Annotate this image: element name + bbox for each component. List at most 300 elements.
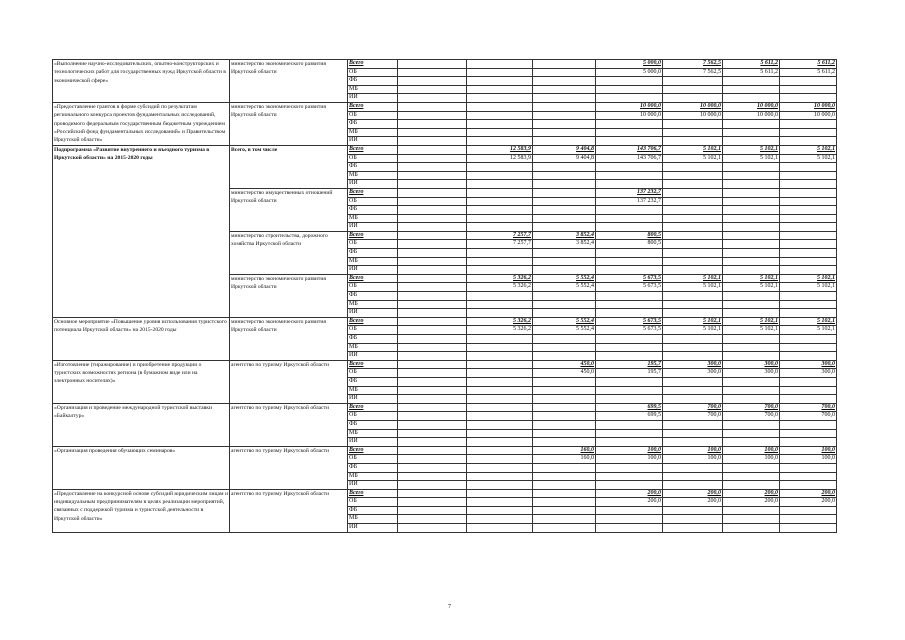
table-row-total <box>53 403 837 412</box>
amount-cell: 5 611,2 <box>723 60 780 69</box>
amount-cell <box>398 395 467 404</box>
amount-cell <box>723 335 780 344</box>
amount-cell: 300,0 <box>723 369 780 378</box>
amount-cell <box>780 77 837 86</box>
amount-cell <box>663 85 723 94</box>
amount-cell <box>663 524 723 533</box>
amount-cell: 450,0 <box>533 369 596 378</box>
amount-cell <box>533 77 596 86</box>
funding-source-cell: ФБ <box>348 249 398 258</box>
amount-cell <box>723 249 780 258</box>
funding-source-cell: МБ <box>348 128 398 137</box>
amount-cell: 300,0 <box>780 360 837 369</box>
amount-cell <box>467 300 533 309</box>
responsible-cell: министерство имущественных отношений Иркутской области <box>230 188 348 231</box>
amount-cell <box>663 180 723 189</box>
amount-cell <box>663 163 723 172</box>
funding-source-cell: ИИ <box>348 137 398 146</box>
amount-cell <box>467 352 533 361</box>
amount-cell <box>663 335 723 344</box>
activity-name-cell: «Организация и проведение международной туристской выставки «Байкалтур» <box>53 403 230 446</box>
amount-cell: 5 673,5 <box>596 283 663 292</box>
amount-cell: 800,5 <box>596 240 663 249</box>
amount-cell <box>398 188 467 197</box>
amount-cell <box>398 506 467 515</box>
amount-cell <box>780 223 837 232</box>
amount-cell <box>596 94 663 103</box>
amount-cell <box>467 420 533 429</box>
amount-cell <box>533 524 596 533</box>
amount-cell <box>596 171 663 180</box>
amount-cell <box>723 266 780 275</box>
amount-cell: 100,0 <box>780 455 837 464</box>
amount-cell <box>780 352 837 361</box>
amount-cell <box>780 120 837 129</box>
amount-cell <box>467 481 533 490</box>
responsible-cell: министерство строительства, дорожного хозяйства Иркутской области <box>230 231 348 274</box>
amount-cell <box>663 309 723 318</box>
amount-cell <box>398 326 467 335</box>
amount-cell <box>780 335 837 344</box>
amount-cell <box>780 377 837 386</box>
amount-cell <box>663 120 723 129</box>
amount-cell <box>533 498 596 507</box>
funding-source-cell: ОБ <box>348 154 398 163</box>
amount-cell <box>398 515 467 524</box>
amount-cell <box>663 506 723 515</box>
amount-cell <box>398 455 467 464</box>
amount-cell <box>398 128 467 137</box>
amount-cell <box>533 515 596 524</box>
amount-cell <box>467 472 533 481</box>
amount-cell: 5 102,1 <box>663 317 723 326</box>
amount-cell <box>780 506 837 515</box>
amount-cell <box>723 352 780 361</box>
amount-cell <box>533 111 596 120</box>
amount-cell <box>398 197 467 206</box>
amount-cell: 300,0 <box>780 369 837 378</box>
amount-cell: 200,0 <box>723 489 780 498</box>
amount-cell: 5 611,2 <box>780 60 837 69</box>
amount-cell <box>533 472 596 481</box>
amount-cell: 100,0 <box>663 455 723 464</box>
amount-cell: 100,0 <box>780 446 837 455</box>
amount-cell: 10 000,0 <box>596 102 663 111</box>
amount-cell <box>663 137 723 146</box>
amount-cell <box>398 94 467 103</box>
amount-cell <box>398 274 467 283</box>
amount-cell <box>533 300 596 309</box>
amount-cell <box>398 68 467 77</box>
funding-source-cell: МБ <box>348 214 398 223</box>
amount-cell <box>723 309 780 318</box>
funding-source-cell: ИИ <box>348 309 398 318</box>
amount-cell <box>596 472 663 481</box>
amount-cell <box>780 128 837 137</box>
amount-cell <box>533 420 596 429</box>
amount-cell <box>780 472 837 481</box>
amount-cell <box>723 197 780 206</box>
amount-cell: 5 000,0 <box>596 68 663 77</box>
amount-cell <box>723 420 780 429</box>
amount-cell <box>467 60 533 69</box>
funding-source-cell: МБ <box>348 300 398 309</box>
amount-cell <box>533 463 596 472</box>
amount-cell: 200,0 <box>723 498 780 507</box>
amount-cell <box>398 463 467 472</box>
amount-cell <box>596 85 663 94</box>
amount-cell <box>780 240 837 249</box>
amount-cell <box>533 180 596 189</box>
amount-cell <box>398 249 467 258</box>
amount-cell <box>663 223 723 232</box>
amount-cell <box>780 438 837 447</box>
amount-cell <box>596 438 663 447</box>
amount-cell <box>596 180 663 189</box>
amount-cell <box>780 197 837 206</box>
amount-cell: 700,0 <box>780 412 837 421</box>
amount-cell <box>723 472 780 481</box>
amount-cell: 5 102,1 <box>780 317 837 326</box>
amount-cell <box>723 377 780 386</box>
amount-cell <box>596 463 663 472</box>
amount-cell <box>467 429 533 438</box>
amount-cell <box>663 94 723 103</box>
amount-cell <box>398 77 467 86</box>
amount-cell: 300,0 <box>663 369 723 378</box>
funding-source-cell: ИИ <box>348 524 398 533</box>
amount-cell <box>780 180 837 189</box>
amount-cell <box>398 111 467 120</box>
amount-cell: 5 102,1 <box>663 145 723 154</box>
amount-cell <box>533 188 596 197</box>
amount-cell <box>533 403 596 412</box>
amount-cell: 100,0 <box>723 446 780 455</box>
amount-cell <box>398 524 467 533</box>
amount-cell: 5 102,1 <box>663 283 723 292</box>
amount-cell <box>467 377 533 386</box>
amount-cell <box>467 395 533 404</box>
amount-cell: 7 562,5 <box>663 68 723 77</box>
amount-cell <box>533 137 596 146</box>
amount-cell <box>398 180 467 189</box>
amount-cell <box>723 171 780 180</box>
funding-source-cell: ИИ <box>348 223 398 232</box>
amount-cell <box>398 120 467 129</box>
amount-cell <box>596 128 663 137</box>
responsible-cell: агентство по туризму Иркутской области <box>230 360 348 403</box>
amount-cell <box>780 309 837 318</box>
amount-cell <box>596 249 663 258</box>
amount-cell: 5 552,4 <box>533 283 596 292</box>
table-row-total <box>53 102 837 111</box>
amount-cell <box>780 343 837 352</box>
funding-source-cell: Всего <box>348 403 398 412</box>
activity-name-cell: «Предоставление на конкурсной основе субсидий юридическим лицам и индивидуальным предпринимателям в целях реализации мероприятий, связанных с поддержкой туризма и туристской деятельности в Иркутской области» <box>53 489 230 532</box>
amount-cell <box>780 163 837 172</box>
amount-cell <box>398 223 467 232</box>
amount-cell <box>723 128 780 137</box>
funding-source-cell: ИИ <box>348 481 398 490</box>
amount-cell <box>398 137 467 146</box>
amount-cell <box>780 395 837 404</box>
amount-cell <box>398 206 467 215</box>
amount-cell <box>596 292 663 301</box>
funding-source-cell: ФБ <box>348 163 398 172</box>
amount-cell <box>663 515 723 524</box>
amount-cell <box>723 231 780 240</box>
amount-cell: 5 673,5 <box>596 326 663 335</box>
amount-cell: 3 852,4 <box>533 240 596 249</box>
amount-cell <box>780 463 837 472</box>
amount-cell <box>398 171 467 180</box>
activity-name-cell: «Организация проведения обучающих семинаров» <box>53 446 230 489</box>
funding-source-cell: ИИ <box>348 180 398 189</box>
funding-source-cell: Всего <box>348 102 398 111</box>
amount-cell: 10 000,0 <box>663 102 723 111</box>
responsible-cell: министерство экономического развития Иркутской области <box>230 274 348 317</box>
amount-cell: 200,0 <box>596 489 663 498</box>
amount-cell <box>398 472 467 481</box>
amount-cell <box>723 120 780 129</box>
amount-cell <box>398 300 467 309</box>
amount-cell <box>723 77 780 86</box>
amount-cell <box>467 412 533 421</box>
amount-cell <box>780 85 837 94</box>
amount-cell <box>663 438 723 447</box>
amount-cell <box>533 197 596 206</box>
amount-cell: 9 404,8 <box>533 154 596 163</box>
amount-cell <box>533 395 596 404</box>
amount-cell: 5 326,2 <box>467 326 533 335</box>
amount-cell <box>723 94 780 103</box>
funding-source-cell: Всего <box>348 360 398 369</box>
table-row-total <box>53 360 837 369</box>
funding-source-cell: ИИ <box>348 438 398 447</box>
funding-source-cell: Всего <box>348 446 398 455</box>
amount-cell <box>398 60 467 69</box>
amount-cell <box>663 420 723 429</box>
amount-cell: 450,0 <box>533 360 596 369</box>
amount-cell: 10 000,0 <box>780 102 837 111</box>
amount-cell <box>723 180 780 189</box>
amount-cell <box>533 60 596 69</box>
amount-cell <box>467 455 533 464</box>
amount-cell <box>467 506 533 515</box>
amount-cell: 5 102,1 <box>663 274 723 283</box>
amount-cell: 7 562,5 <box>663 60 723 69</box>
amount-cell <box>533 292 596 301</box>
activity-name-cell: Основное мероприятие «Повышение уровня использования туристского потенциала Иркутской области» на 2015-2020 годы <box>53 317 230 360</box>
amount-cell <box>596 377 663 386</box>
amount-cell <box>467 386 533 395</box>
amount-cell <box>467 197 533 206</box>
amount-cell <box>780 420 837 429</box>
funding-source-cell: ОБ <box>348 283 398 292</box>
amount-cell <box>723 188 780 197</box>
amount-cell <box>398 309 467 318</box>
amount-cell <box>398 420 467 429</box>
amount-cell <box>533 386 596 395</box>
table-row-total <box>53 145 837 154</box>
amount-cell <box>398 429 467 438</box>
amount-cell <box>723 292 780 301</box>
amount-cell <box>533 412 596 421</box>
amount-cell: 137 232,7 <box>596 197 663 206</box>
amount-cell <box>723 395 780 404</box>
funding-source-cell: ФБ <box>348 377 398 386</box>
amount-cell <box>398 266 467 275</box>
amount-cell: 700,0 <box>663 412 723 421</box>
amount-cell <box>467 257 533 266</box>
amount-cell: 699,5 <box>596 403 663 412</box>
funding-source-cell: МБ <box>348 85 398 94</box>
amount-cell <box>780 249 837 258</box>
amount-cell <box>596 429 663 438</box>
amount-cell: 5 326,2 <box>467 317 533 326</box>
page-number: 7 <box>448 604 451 610</box>
funding-source-cell: МБ <box>348 515 398 524</box>
amount-cell <box>467 102 533 111</box>
amount-cell <box>398 231 467 240</box>
amount-cell <box>467 223 533 232</box>
funding-source-cell: МБ <box>348 171 398 180</box>
funding-source-cell: ОБ <box>348 455 398 464</box>
amount-cell <box>533 163 596 172</box>
amount-cell <box>398 360 467 369</box>
amount-cell <box>723 240 780 249</box>
activity-name-cell: «Выполнение научно-исследовательских, опытно-конструкторских и технологических работ для государственных нужд Иркутской области в экономической сфере» <box>53 60 230 103</box>
amount-cell <box>663 429 723 438</box>
amount-cell <box>467 68 533 77</box>
amount-cell: 10 000,0 <box>723 111 780 120</box>
amount-cell <box>533 309 596 318</box>
responsible-cell: Всего, в том числе <box>230 145 348 188</box>
responsible-cell: министерство экономического развития Иркутской области <box>230 317 348 360</box>
amount-cell <box>533 481 596 490</box>
amount-cell <box>780 206 837 215</box>
amount-cell: 3 852,4 <box>533 231 596 240</box>
amount-cell <box>596 515 663 524</box>
amount-cell <box>596 163 663 172</box>
amount-cell <box>780 257 837 266</box>
amount-cell: 200,0 <box>663 498 723 507</box>
table-row-total <box>53 446 837 455</box>
amount-cell: 700,0 <box>780 403 837 412</box>
amount-cell <box>467 360 533 369</box>
amount-cell: 7 257,7 <box>467 231 533 240</box>
amount-cell <box>533 102 596 111</box>
amount-cell <box>398 403 467 412</box>
amount-cell: 5 673,5 <box>596 317 663 326</box>
amount-cell <box>596 386 663 395</box>
amount-cell <box>467 335 533 344</box>
responsible-cell: агентство по туризму Иркутской области <box>230 489 348 532</box>
amount-cell <box>596 343 663 352</box>
amount-cell <box>467 120 533 129</box>
amount-cell <box>596 506 663 515</box>
amount-cell <box>780 266 837 275</box>
amount-cell <box>780 231 837 240</box>
amount-cell <box>398 283 467 292</box>
amount-cell <box>533 266 596 275</box>
amount-cell <box>780 481 837 490</box>
amount-cell <box>596 223 663 232</box>
amount-cell <box>533 120 596 129</box>
amount-cell: 5 102,1 <box>780 326 837 335</box>
amount-cell <box>596 335 663 344</box>
amount-cell <box>467 438 533 447</box>
amount-cell <box>663 352 723 361</box>
amount-cell <box>663 240 723 249</box>
table-row-total <box>53 489 837 498</box>
amount-cell <box>533 343 596 352</box>
amount-cell: 100,0 <box>723 455 780 464</box>
amount-cell: 200,0 <box>780 489 837 498</box>
amount-cell <box>533 223 596 232</box>
amount-cell <box>663 300 723 309</box>
amount-cell: 100,0 <box>596 455 663 464</box>
amount-cell <box>723 300 780 309</box>
amount-cell <box>533 249 596 258</box>
amount-cell <box>398 446 467 455</box>
activity-name-cell: Подпрограмма «Развитие внутреннего и въездного туризма в Иркутской области» на 2015-2020 годы <box>53 145 230 317</box>
funding-source-cell: ИИ <box>348 266 398 275</box>
amount-cell <box>596 206 663 215</box>
amount-cell <box>467 163 533 172</box>
funding-source-cell: Всего <box>348 60 398 69</box>
amount-cell: 700,0 <box>723 403 780 412</box>
amount-cell: 5 102,1 <box>780 145 837 154</box>
amount-cell <box>467 137 533 146</box>
amount-cell: 12 583,9 <box>467 154 533 163</box>
amount-cell <box>723 163 780 172</box>
amount-cell <box>723 214 780 223</box>
amount-cell: 160,0 <box>533 455 596 464</box>
amount-cell <box>533 206 596 215</box>
amount-cell: 300,0 <box>723 360 780 369</box>
amount-cell <box>467 77 533 86</box>
amount-cell <box>663 463 723 472</box>
amount-cell <box>780 429 837 438</box>
funding-source-cell: ОБ <box>348 412 398 421</box>
amount-cell <box>596 214 663 223</box>
amount-cell: 195,7 <box>596 369 663 378</box>
amount-cell <box>398 438 467 447</box>
amount-cell <box>467 94 533 103</box>
amount-cell <box>723 206 780 215</box>
amount-cell: 200,0 <box>596 498 663 507</box>
amount-cell <box>663 231 723 240</box>
amount-cell: 5 552,4 <box>533 326 596 335</box>
amount-cell <box>398 240 467 249</box>
amount-cell <box>780 292 837 301</box>
budget-table <box>52 59 837 533</box>
amount-cell: 5 673,5 <box>596 274 663 283</box>
funding-source-cell: МБ <box>348 343 398 352</box>
activity-name-cell: «Предоставление грантов в форме субсидий по результатам регионального конкурса проектов фундаментальных исследований, проводимого федеральным государственным бюджетным учреждением «Российский фонд фундаментальных исследований» и Правительством Иркутской области» <box>53 102 230 145</box>
amount-cell <box>467 369 533 378</box>
amount-cell: 5 326,2 <box>467 283 533 292</box>
amount-cell: 9 404,8 <box>533 145 596 154</box>
amount-cell <box>467 180 533 189</box>
amount-cell: 5 102,1 <box>723 274 780 283</box>
amount-cell: 5 102,1 <box>723 154 780 163</box>
amount-cell <box>723 481 780 490</box>
amount-cell: 800,5 <box>596 231 663 240</box>
amount-cell <box>663 395 723 404</box>
amount-cell <box>533 429 596 438</box>
